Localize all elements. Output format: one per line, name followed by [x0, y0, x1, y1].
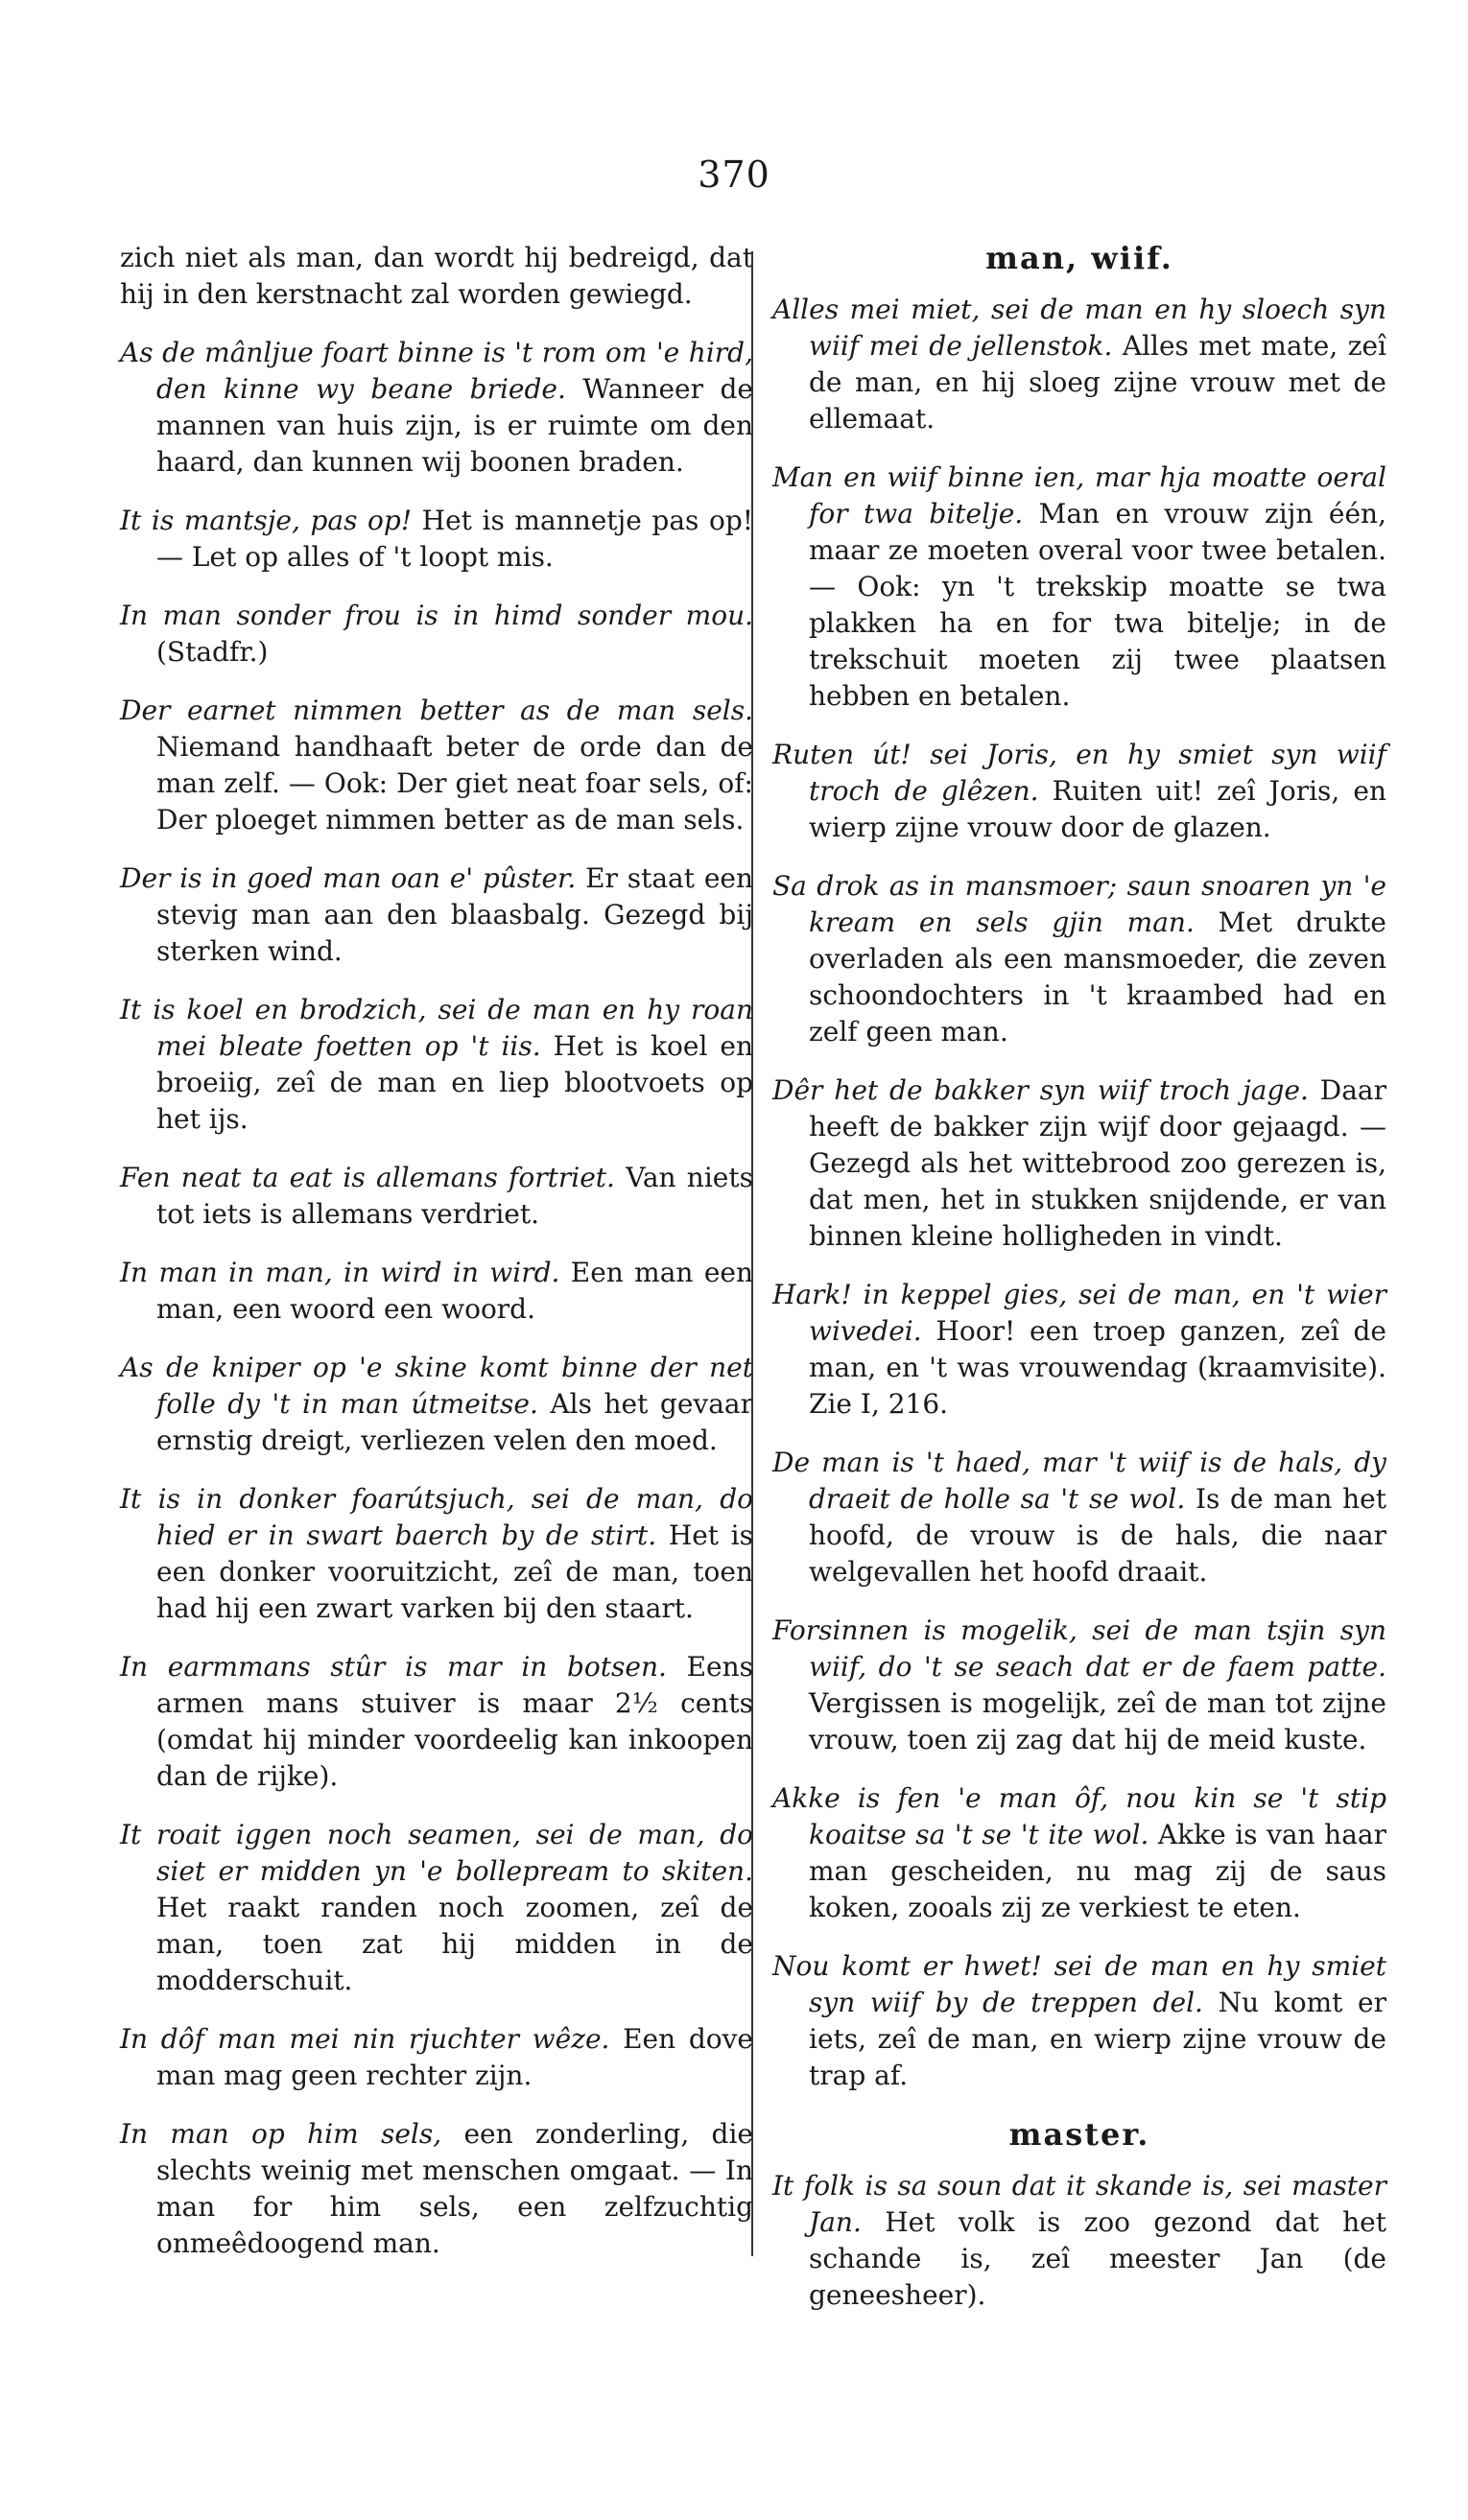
right-column [772, 240, 1386, 2336]
dutch-translation: Ruiten uit! zeî Joris, en wierp zijne vrouw door de glazen. [809, 775, 1386, 843]
frisian-proverb: As de mânljue foart binne is 't rom om 'e hird, den kinne wy beane briede. [120, 337, 753, 405]
frisian-proverb: Der is in goed man oan e' pûster. [120, 862, 577, 894]
proverb-entry [772, 868, 1386, 1050]
dutch-translation: Met drukte overladen als een mansmoeder, die zeven schoondochters in 't kraambed had en zelf geen man. [809, 907, 1386, 1048]
dutch-translation: Een dove man mag geen rechter zijn. [156, 2023, 753, 2091]
frisian-proverb: It folk is sa soun dat it skande is, sei master Jan. [772, 2170, 1386, 2238]
proverb-entry [120, 598, 753, 671]
frisian-proverb: Man en wiif binne ien, mar hja moatte oeral for twa bitelje. [772, 461, 1386, 530]
proverb-entry [772, 1780, 1386, 1926]
frisian-proverb: Fen neat ta eat is allemans fortriet. [120, 1162, 615, 1193]
frisian-proverb: Forsinnen is mogelik, sei de man tsjin syn wiif, do 't se seach dat er de faem patte. [772, 1614, 1386, 1683]
proverb-entry [772, 2168, 1386, 2314]
dutch-translation: Van niets tot iets is allemans verdriet. [156, 1162, 753, 1230]
proverb-entry [772, 1948, 1386, 2094]
frisian-proverb: Akke is fen 'e man ôf, nou kin se 't stip koaitse sa 't se 't ite wol. [772, 1782, 1386, 1850]
column-divider [751, 251, 753, 2256]
dutch-translation: Het volk is zoo gezond dat het schande is, zeî meester Jan (de geneesheer). [809, 2206, 1386, 2311]
frisian-proverb: In man in man, in wird in wird. [120, 1257, 560, 1288]
frisian-proverb: Der earnet nimmen better as de man sels. [120, 695, 753, 726]
dutch-translation: Eens armen mans stuiver is maar 2½ cents (omdat hij minder voordeelig kan inkoopen dan de rijke). [156, 1651, 753, 1792]
proverb-entry [120, 860, 753, 970]
frisian-proverb: Sa drok as in mansmoer; saun snoaren yn 'e kream en sels gjin man. [772, 870, 1386, 938]
frisian-proverb: In man op him sels, [120, 2118, 442, 2150]
dutch-translation: Als het gevaar ernstig dreigt, verliezen velen den moed. [156, 1388, 753, 1456]
dutch-translation: Wanneer de mannen van huis zijn, is er ruimte om den haard, dan kunnen wij boonen braden. [156, 373, 753, 478]
frisian-proverb: In dôf man mei nin rjuchter wêze. [120, 2023, 610, 2055]
dutch-translation: Niemand handhaaft beter de orde dan de man zelf. — Ook: Der giet neat foar sels, of: Der ploeget nimmen better as de man sels. [156, 731, 753, 836]
dutch-translation: Vergissen is mogelijk, zeî de man tot zijne vrouw, toen zij zag dat hij de meid kuste. [809, 1687, 1386, 1755]
dutch-translation: Is de man het hoofd, de vrouw is de hals, die naar welgevallen het hoofd draait. [809, 1483, 1386, 1588]
dutch-translation: een zonderling, die slechts weinig met menschen omgaat. — In man for him sels, een zelfzuchtig onmeêdoogend man. [156, 2118, 753, 2259]
proverb-entry [120, 240, 753, 313]
frisian-proverb: It is koel en brodzich, sei de man en hy roan mei bleate foetten op 't iis. [120, 994, 753, 1062]
proverb-entry [120, 693, 753, 838]
dutch-translation: Akke is van haar man gescheiden, nu mag zij de saus koken, zooals zij ze verkiest te eten. [809, 1819, 1386, 1923]
frisian-proverb: In earmmans stûr is mar in botsen. [120, 1651, 667, 1683]
proverb-entry [120, 1817, 753, 1999]
dutch-translation: Hoor! een troep ganzen, zeî de man, en 't was vrouwendag (kraamvisite). Zie I, 216. [809, 1315, 1386, 1420]
frisian-proverb: Alles mei miet, sei de man en hy sloech syn wiif mei de jellenstok. [772, 294, 1386, 362]
section-man-wiif [772, 292, 1386, 2094]
dutch-translation: Nu komt er iets, zeî de man, en wierp zijne vrouw de trap af. [809, 1987, 1386, 2091]
section-heading-man-wiif: man, wiif. [985, 240, 1173, 276]
left-column [120, 240, 753, 2284]
section-master [772, 2168, 1386, 2314]
dutch-translation: Het is een donker vooruitzicht, zeî de man, toen had hij een zwart varken bij den staart. [156, 1519, 754, 1624]
frisian-proverb: Ruten út! sei Joris, en hy smiet syn wiif troch de glêzen. [772, 739, 1386, 807]
page-number: 370 [698, 153, 770, 196]
frisian-proverb: As de kniper op 'e skine komt binne der net folle dy 't in man útmeitse. [120, 1352, 753, 1420]
frisian-proverb: De man is 't haed, mar 't wiif is de hals, dy draeit de holle sa 't se wol. [772, 1447, 1386, 1515]
dutch-translation: Man en vrouw zijn één, maar ze moeten overal voor twee betalen. — Ook: yn 't trekskip moatte se twa plakken ha en for twa bitelje; in de trekschuit moeten zij twee plaatsen hebben en betalen. [809, 498, 1386, 712]
frisian-proverb: Hark! in keppel gies, sei de man, en 't wier wivedei. [772, 1279, 1386, 1347]
proverb-entry [772, 459, 1386, 715]
frisian-proverb: Dêr het de bakker syn wiif troch jage. [772, 1074, 1309, 1106]
dutch-translation: Daar heeft de bakker zijn wijf door gejaagd. — Gezegd als het wittebrood zoo gerezen is, dat men, het in stukken snijdende, er van binnen kleine holligheden in vindt. [809, 1074, 1386, 1252]
dutch-translation: Alles met mate, zeî de man, en hij sloeg zijne vrouw met de ellemaat. [809, 330, 1386, 435]
proverb-entry [772, 1613, 1386, 1758]
proverb-entry [772, 1072, 1386, 1255]
proverb-entry [120, 2116, 753, 2262]
frisian-proverb: In man sonder frou is in himd sonder mou. [120, 600, 753, 631]
section-heading-master: master. [1008, 2116, 1150, 2153]
proverb-entry [120, 1160, 753, 1233]
proverb-entry [772, 1445, 1386, 1590]
proverb-entry [772, 737, 1386, 846]
frisian-proverb: It is in donker foarútsjuch, sei de man, do hied er in swart baerch by de stirt. [120, 1483, 753, 1551]
frisian-proverb: It is mantsje, pas op! [120, 505, 413, 536]
proverb-entry [772, 292, 1386, 437]
proverb-entry [120, 2021, 753, 2094]
dutch-translation: (Stadfr.) [156, 636, 269, 668]
dutch-translation: Het is mannetje pas op! — Let op alles of 't loopt mis. [156, 505, 753, 573]
frisian-proverb: Nou komt er hwet! sei de man en hy smiet syn wiif by de treppen del. [772, 1950, 1386, 2018]
proverb-entry [120, 1350, 753, 1459]
proverb-entry [120, 335, 753, 481]
frisian-proverb: It roait iggen noch seamen, sei de man, do siet er midden yn 'e bollepream to skiten. [120, 1819, 753, 1887]
dutch-translation: Er staat een stevig man aan den blaasbalg. Gezegd bij sterken wind. [156, 862, 754, 967]
proverb-entry [772, 1277, 1386, 1423]
proverb-entry [120, 1481, 753, 1627]
dutch-translation: Het is koel en broeiig, zeî de man en liep blootvoets op het ijs. [156, 1030, 754, 1135]
dutch-translation: Een man een man, een woord een woord. [156, 1257, 753, 1325]
proverb-entry [120, 503, 753, 576]
proverb-entry [120, 992, 753, 1138]
dutch-translation: Het raakt randen noch zoomen, zeî de man, toen zat hij midden in de modderschuit. [156, 1892, 753, 1996]
proverb-entry [120, 1649, 753, 1795]
dutch-translation: zich niet als man, dan wordt hij bedreigd, dat hij in den kerstnacht zal worden gewiegd. [120, 242, 753, 310]
proverb-entry [120, 1255, 753, 1328]
